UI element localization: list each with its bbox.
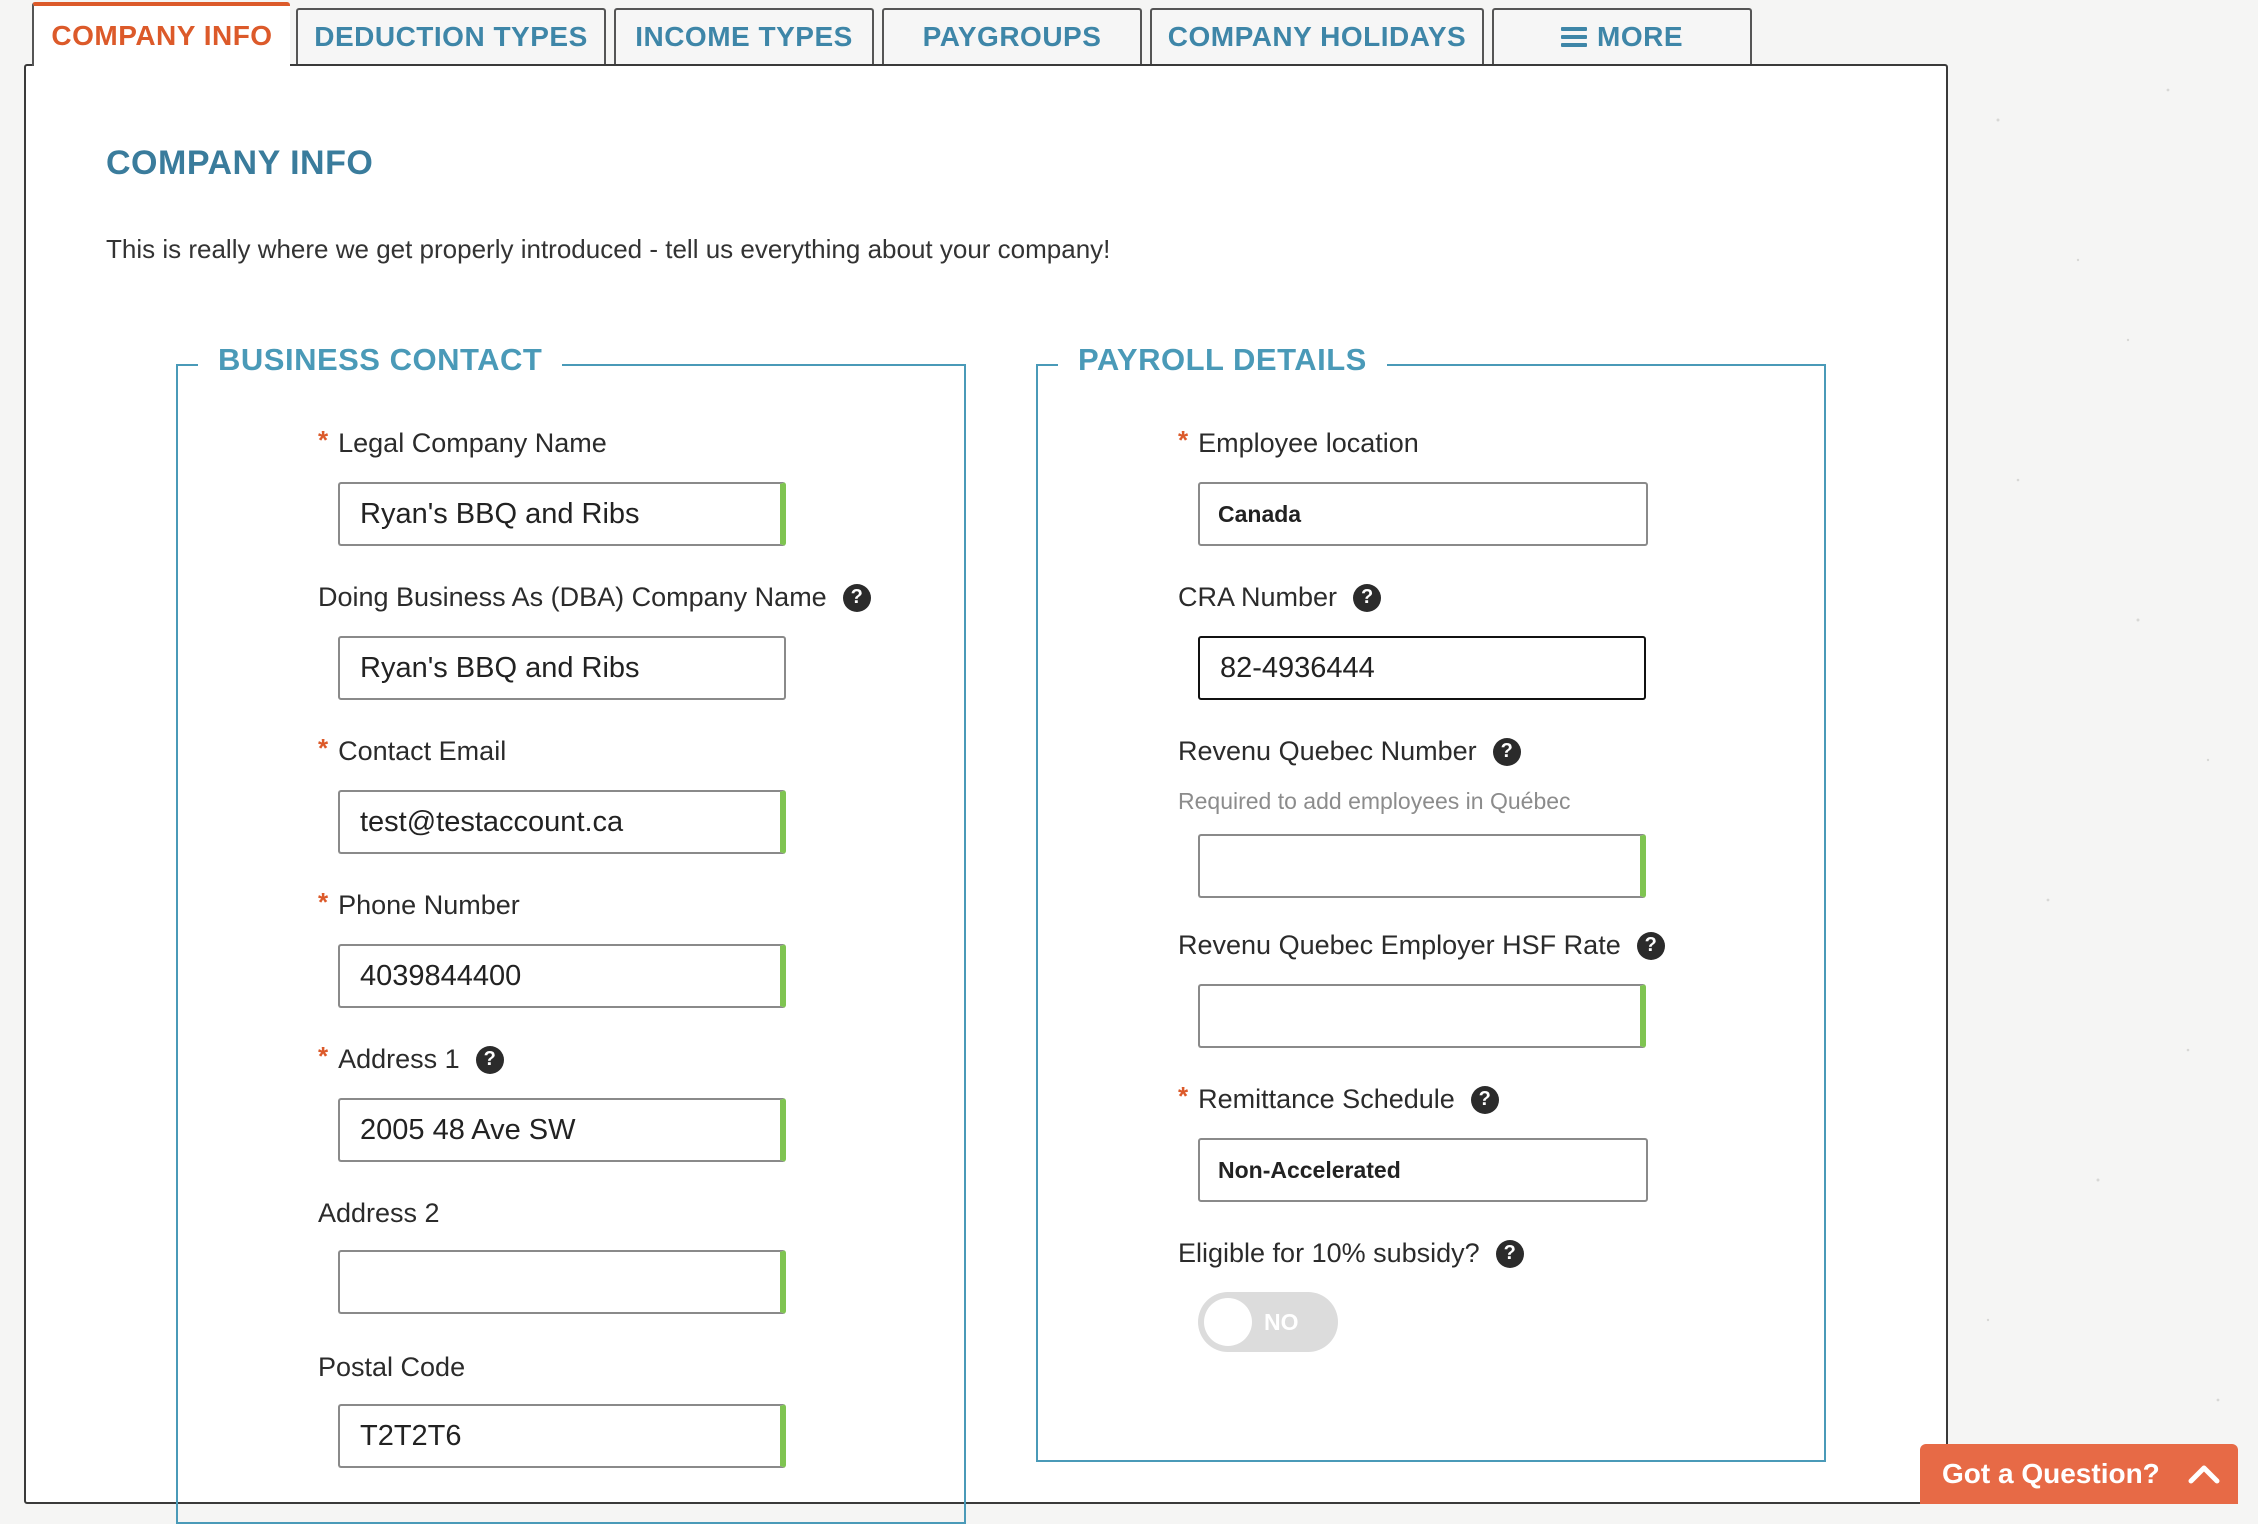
tab-income-types[interactable]: INCOME TYPES [614,8,874,64]
hamburger-icon [1561,27,1587,47]
cra-number-input[interactable]: 82-4936444 [1198,636,1646,700]
rq-hsf-rate-label: Revenu Quebec Employer HSF Rate ? [1178,930,1665,961]
address1-input[interactable]: 2005 48 Ave SW [338,1098,786,1162]
page-title: COMPANY INFO [106,144,374,182]
page-intro: This is really where we get properly introduced - tell us everything about your company! [106,234,1111,264]
dba-name-label: Doing Business As (DBA) Company Name ? [318,582,871,613]
help-icon[interactable]: ? [1496,1240,1524,1268]
rq-number-hint: Required to add employees in Québec [1178,788,1571,814]
tab-company-info[interactable]: COMPANY INFO [32,2,290,66]
subsidy-label: Eligible for 10% subsidy? ? [1178,1238,1524,1269]
postal-code-input[interactable]: T2T2T6 [338,1404,786,1468]
tab-company-holidays[interactable]: COMPANY HOLIDAYS [1150,8,1484,64]
address1-label: * Address 1 ? [318,1044,504,1075]
legal-name-label: * Legal Company Name [318,425,607,458]
required-marker: * [1178,1081,1189,1111]
rq-number-input[interactable] [1198,834,1646,898]
background-texture [1958,0,2258,1494]
required-marker: * [318,733,329,763]
remittance-schedule-select[interactable]: Non-Accelerated [1198,1138,1648,1202]
legal-name-input[interactable]: Ryan's BBQ and Ribs [338,482,786,546]
payroll-details-legend: PAYROLL DETAILS [1058,342,1387,378]
phone-label: * Phone Number [318,887,520,920]
help-icon[interactable]: ? [476,1046,504,1074]
toggle-knob [1204,1298,1252,1346]
phone-input[interactable]: 4039844400 [338,944,786,1008]
required-marker: * [1178,425,1189,455]
rq-hsf-rate-input[interactable] [1198,984,1646,1048]
tab-paygroups[interactable]: PAYGROUPS [882,8,1142,64]
contact-email-input[interactable]: test@testaccount.ca [338,790,786,854]
employee-location-select[interactable]: Canada [1198,482,1648,546]
required-marker: * [318,1041,329,1071]
help-icon[interactable]: ? [1493,738,1521,766]
address2-input[interactable] [338,1250,786,1314]
toggle-state-text: NO [1264,1308,1299,1335]
postal-code-label: Postal Code [318,1352,466,1382]
got-a-question-button[interactable]: Got a Question? [1920,1444,2238,1504]
remittance-schedule-label: * Remittance Schedule ? [1178,1084,1499,1115]
help-icon[interactable]: ? [1471,1086,1499,1114]
dba-name-input[interactable]: Ryan's BBQ and Ribs [338,636,786,700]
contact-email-label: * Contact Email [318,733,507,766]
rq-number-label: Revenu Quebec Number ? [1178,736,1521,767]
tab-deduction-types[interactable]: DEDUCTION TYPES [296,8,606,64]
business-contact-legend: BUSINESS CONTACT [198,342,562,378]
help-icon[interactable]: ? [843,584,871,612]
help-icon[interactable]: ? [1637,932,1665,960]
chevron-up-icon [2188,1462,2220,1484]
required-marker: * [318,425,329,455]
subsidy-toggle[interactable] [1198,1292,1338,1352]
tab-more[interactable]: MORE [1492,8,1752,64]
address2-label: Address 2 [318,1198,440,1228]
help-icon[interactable]: ? [1353,584,1381,612]
required-marker: * [318,887,329,917]
cra-number-label: CRA Number ? [1178,582,1381,613]
employee-location-label: * Employee location [1178,425,1419,458]
